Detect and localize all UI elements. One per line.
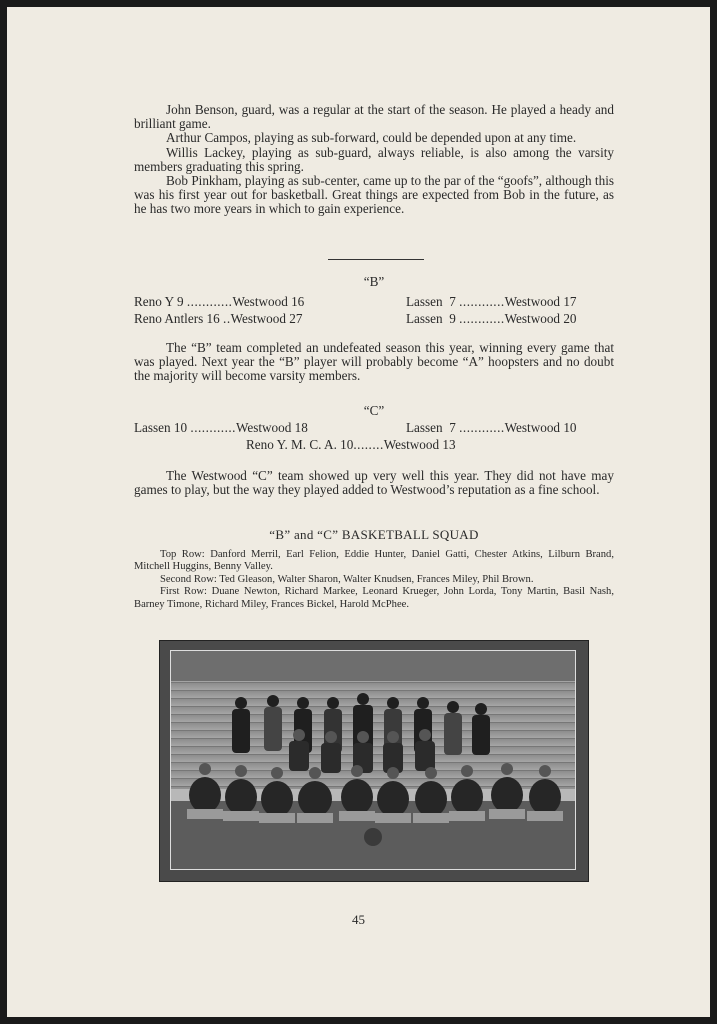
leader-dots: .. bbox=[223, 311, 231, 326]
opponent: Lassen 9 bbox=[406, 311, 456, 326]
section-divider bbox=[328, 259, 424, 260]
leader-dots: ............ bbox=[186, 294, 233, 309]
squad-roster bbox=[134, 549, 614, 611]
b-score-2 bbox=[406, 294, 577, 310]
c-team-summary bbox=[134, 469, 614, 497]
c-team-summary-text: The Westwood “C” team showed up very well this year. They did not have may games to play, but the way they played added to Westwood’s reputation as a fine school. bbox=[134, 468, 614, 498]
home-score: Westwood 10 bbox=[504, 420, 577, 435]
squad-heading: “B” and “C” BASKETBALL SQUAD bbox=[269, 527, 479, 542]
b-score-4 bbox=[406, 311, 577, 327]
b-score-3 bbox=[134, 311, 302, 327]
c-team-label: “C” bbox=[363, 403, 385, 418]
leader-dots: ............ bbox=[459, 420, 505, 435]
leader-dots: ............ bbox=[459, 311, 505, 326]
c-score-3 bbox=[246, 437, 456, 453]
b-score-1 bbox=[134, 294, 304, 310]
paragraph-pinkham: Bob Pinkham, playing as sub-center, came up to the par of the “goofs”, although this was his first year out for basketball. Great things are expected from Bob in the future, as he has two more years in which to gain experience. bbox=[134, 173, 614, 217]
roster-second-row: Second Row: Ted Gleason, Walter Sharon, Walter Knudsen, Frances Miley, Phil Brown. bbox=[160, 573, 534, 585]
yearbook-page bbox=[7, 7, 710, 1017]
team-photo-image bbox=[171, 651, 575, 869]
paragraph-benson: John Benson, guard, was a regular at the start of the season. He played a heady and brilliant game. bbox=[134, 102, 614, 132]
b-team-summary bbox=[134, 341, 614, 384]
home-score: Westwood 16 bbox=[232, 294, 305, 309]
c-score-2 bbox=[406, 420, 577, 436]
player-notes bbox=[134, 103, 614, 217]
paragraph-campos: Arthur Campos, playing as sub-forward, could be depended upon at any time. bbox=[166, 130, 577, 146]
c-score-1 bbox=[134, 420, 308, 436]
leader-dots: ............ bbox=[190, 420, 236, 435]
team-photo bbox=[171, 651, 575, 869]
page-number: 45 bbox=[352, 912, 365, 927]
home-score: Westwood 20 bbox=[504, 311, 577, 326]
opponent: Reno Antlers 16 bbox=[134, 311, 220, 326]
opponent: Reno Y 9 bbox=[134, 294, 184, 309]
opponent: Reno Y. M. C. A. 10 bbox=[246, 437, 354, 452]
roster-first-row: First Row: Duane Newton, Richard Markee, Leonard Krueger, John Lorda, Tony Martin, Basil Nash, Barney Timone, Richard Miley, Frances Bickel, Harold McPhee. bbox=[134, 586, 614, 610]
team-photo-frame bbox=[159, 640, 589, 882]
b-team-label: “B” bbox=[363, 274, 385, 289]
b-team-summary-text: The “B” team completed an undefeated season this year, winning every game that was played. Next year the “B” player will probably become “A” hoopsters and no doubt the majority will become varsity members. bbox=[134, 340, 614, 384]
opponent: Lassen 7 bbox=[406, 294, 456, 309]
leader-dots: ........ bbox=[353, 437, 384, 452]
home-score: Westwood 27 bbox=[230, 311, 303, 326]
opponent: Lassen 10 bbox=[134, 420, 188, 435]
paragraph-lackey: Willis Lackey, playing as sub-guard, always reliable, is also among the varsity members graduating this spring. bbox=[134, 144, 614, 174]
leader-dots: ............ bbox=[459, 294, 505, 309]
opponent: Lassen 7 bbox=[406, 420, 456, 435]
home-score: Westwood 18 bbox=[235, 420, 308, 435]
roster-top-row: Top Row: Danford Merril, Earl Felion, Eddie Hunter, Daniel Gatti, Chester Atkins, Lilburn Brand, Mitchell Huggins, Benny Valley. bbox=[134, 549, 614, 573]
home-score: Westwood 17 bbox=[504, 294, 577, 309]
home-score: Westwood 13 bbox=[383, 437, 456, 452]
